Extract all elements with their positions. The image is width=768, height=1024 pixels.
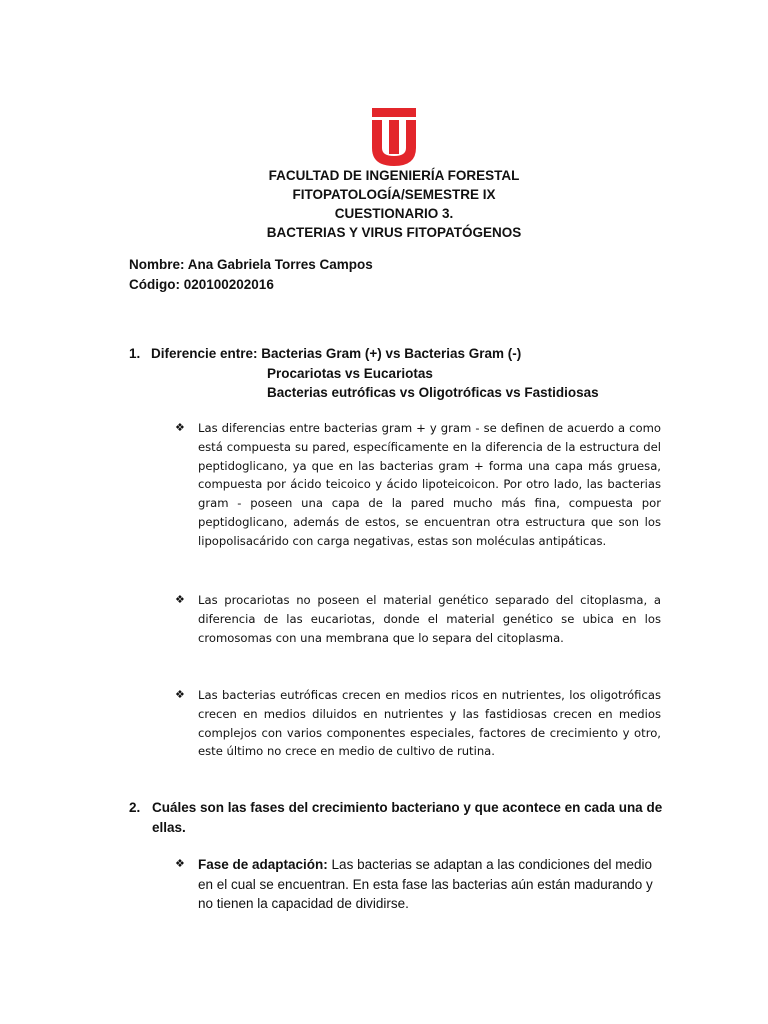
answer-text: Las diferencias entre bacterias gram + y gram - se definen de acuerdo a como está compuesta su pared, específicamente en la diferencia de la estructura del peptidoglicano, ya que en las bacterias gram + forma una capa más gruesa, compuesta por ácido teicoico y ácido lipoteicoicon. Por otro lado, las bacterias gram - poseen una capa de la pared mucho más fina, compuesta por peptidoglicano, además de estos, se encuentran otra estructura que son los lipopolisacárido con carga negativas, estas son moléculas antipáticas.: [198, 421, 661, 548]
answer-fase-adaptacion: [175, 855, 665, 914]
answer-gram: [175, 419, 661, 551]
faculty-title: FACULTAD DE INGENIERÍA FORESTAL: [268, 168, 520, 183]
questionnaire-title: CUESTIONARIO 3.: [334, 206, 454, 221]
university-logo: [370, 108, 418, 166]
answer-body: Las bacterias se adaptan a las condiciones del medio en el cual se encuentran. En esta fase las bacterias aún están madurando y no tienen la capacidad de dividirse.: [198, 857, 653, 911]
question-2: [129, 798, 669, 838]
question-1: [129, 344, 599, 403]
question-number: 1.: [129, 346, 141, 361]
student-info: [129, 255, 373, 295]
answer-eutroficas: [175, 686, 661, 761]
course-title: FITOPATOLOGÍA/SEMESTRE IX: [292, 187, 496, 202]
answer-text: Las procariotas no poseen el material genético separado del citoplasma, a diferencia de las eucariotas, donde el material genético se ubica en los cromosomas con una membrana que lo separa del citoplasma.: [198, 593, 661, 645]
diamond-bullet-icon: ❖: [175, 421, 185, 434]
answer-term: Fase de adaptación:: [198, 857, 328, 872]
question-1-line-3: Bacterias eutróficas vs Oligotróficas vs Fastidiosas: [267, 385, 599, 400]
answer-text: Las bacterias eutróficas crecen en medios ricos en nutrientes, los oligotróficas crecen en medios diluidos en nutrientes y las fastidiosas crecen en medios complejos con varios componentes especiales, factores de crecimiento y otro, este último no crece en medio de cultivo de rutina.: [198, 688, 661, 759]
question-1-line-2: Procariotas vs Eucariotas: [267, 365, 433, 381]
topic-title: BACTERIAS Y VIRUS FITOPATÓGENOS: [266, 225, 522, 240]
question-number: 2.: [129, 800, 141, 815]
student-name: Nombre: Ana Gabriela Torres Campos: [129, 257, 373, 272]
document-header: [0, 166, 768, 242]
question-1-line-1: Diferencie entre: Bacterias Gram (+) vs Bacterias Gram (-): [151, 346, 522, 361]
answer-procariotas: [175, 591, 661, 647]
question-2-text: Cuáles son las fases del crecimiento bacteriano y que acontece en cada una de ellas.: [152, 800, 663, 835]
answer-text: [198, 855, 665, 914]
diamond-bullet-icon: ❖: [175, 858, 185, 870]
diamond-bullet-icon: ❖: [175, 593, 185, 606]
student-code: Código: 020100202016: [129, 277, 274, 292]
diamond-bullet-icon: ❖: [175, 688, 185, 701]
